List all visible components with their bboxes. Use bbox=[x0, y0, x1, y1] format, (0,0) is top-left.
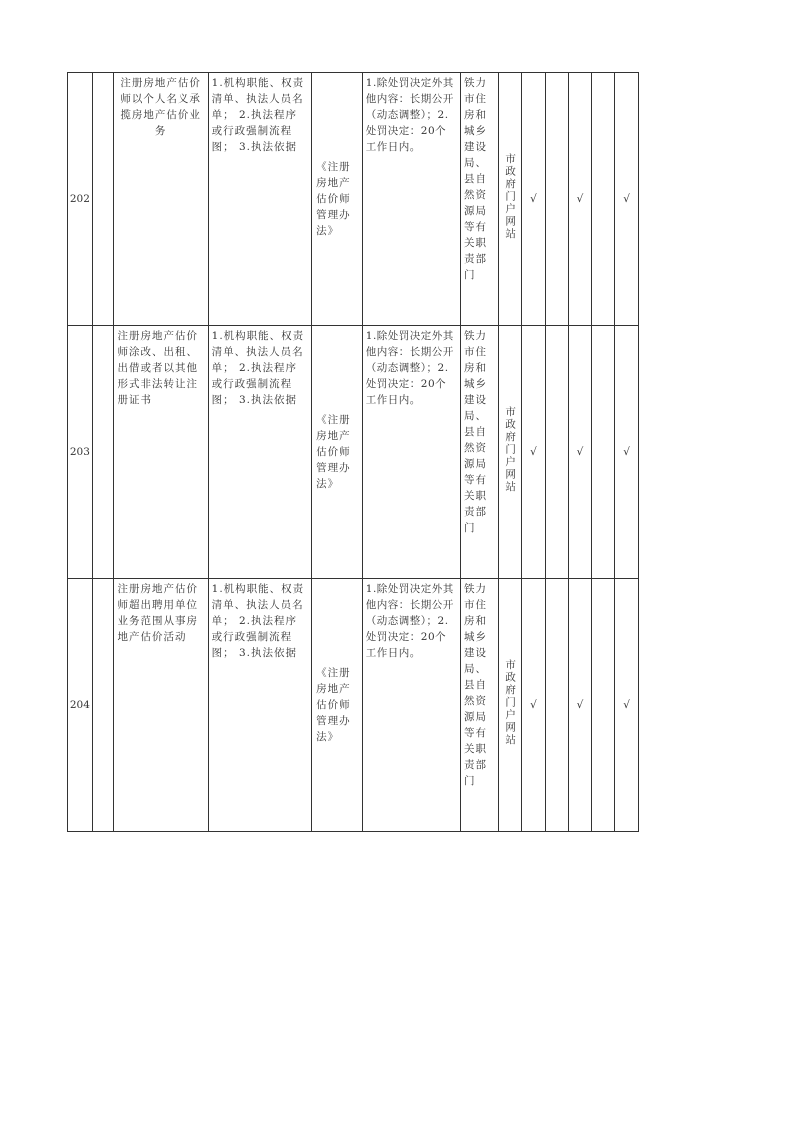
check-cell: √ bbox=[568, 73, 592, 326]
check-cell: √ bbox=[568, 579, 592, 832]
disclosure-table bbox=[67, 72, 639, 832]
disclosure-channel-text: 市政府门户网站 bbox=[504, 658, 517, 747]
spacer-cell bbox=[92, 579, 113, 832]
spacer-cell bbox=[92, 73, 113, 326]
disclosure-time: 1.除处罚决定外其他内容：长期公开（动态调整）；2.处罚决定：20个工作日内。 bbox=[362, 326, 460, 579]
disclosure-content: 1.机构职能、权责清单、执法人员名单； 2.执法程序或行政强制流程 图； 3.执法依据 bbox=[208, 326, 311, 579]
empty-cell bbox=[592, 73, 615, 326]
check-cell: √ bbox=[615, 73, 639, 326]
item-name: 注册房地产估价师以个人名义承揽房地产估价业务 bbox=[113, 73, 208, 326]
check-cell: √ bbox=[615, 326, 639, 579]
disclosure-basis: 《注册房地产估价师管理办法》 bbox=[312, 73, 363, 326]
disclosure-channel bbox=[499, 73, 522, 326]
disclosure-time: 1.除处罚决定外其他内容：长期公开（动态调整）；2.处罚决定：20个工作日内。 bbox=[362, 579, 460, 832]
item-name: 注册房地产估价师超出聘用单位业务范围从事房地产估价活动 bbox=[113, 579, 208, 832]
disclosure-channel-text: 市政府门户网站 bbox=[504, 152, 517, 241]
check-cell: √ bbox=[522, 73, 546, 326]
row-number: 202 bbox=[68, 73, 93, 326]
disclosure-subject: 铁力市住房和城乡建设局、县自然资源局等有关职责部门 bbox=[461, 73, 499, 326]
disclosure-content: 1.机构职能、权责清单、执法人员名单； 2.执法程序或行政强制流程 图； 3.执法依据 bbox=[208, 73, 311, 326]
table-row bbox=[68, 73, 639, 326]
disclosure-content: 1.机构职能、权责清单、执法人员名单； 2.执法程序或行政强制流程 图； 3.执法依据 bbox=[208, 579, 311, 832]
check-cell: √ bbox=[615, 579, 639, 832]
empty-cell bbox=[545, 326, 568, 579]
spacer-cell bbox=[92, 326, 113, 579]
disclosure-channel bbox=[499, 326, 522, 579]
disclosure-subject: 铁力市住房和城乡建设局、县自然资源局等有关职责部门 bbox=[461, 326, 499, 579]
empty-cell bbox=[545, 579, 568, 832]
disclosure-basis: 《注册房地产估价师管理办法》 bbox=[312, 326, 363, 579]
empty-cell bbox=[592, 579, 615, 832]
item-name: 注册房地产估价师涂改、出租、出借或者以其他形式非法转让注册证书 bbox=[113, 326, 208, 579]
row-number: 204 bbox=[68, 579, 93, 832]
row-number: 203 bbox=[68, 326, 93, 579]
empty-cell bbox=[545, 73, 568, 326]
check-cell: √ bbox=[522, 579, 546, 832]
check-cell: √ bbox=[568, 326, 592, 579]
empty-cell bbox=[592, 326, 615, 579]
table-row bbox=[68, 326, 639, 579]
disclosure-basis: 《注册房地产估价师管理办法》 bbox=[312, 579, 363, 832]
disclosure-subject: 铁力市住房和城乡建设局、县自然资源局等有关职责部门 bbox=[461, 579, 499, 832]
check-cell: √ bbox=[522, 326, 546, 579]
table-row bbox=[68, 579, 639, 832]
disclosure-channel-text: 市政府门户网站 bbox=[504, 405, 517, 494]
disclosure-time: 1.除处罚决定外其他内容：长期公开（动态调整）；2.处罚决定：20个工作日内。 bbox=[362, 73, 460, 326]
disclosure-channel bbox=[499, 579, 522, 832]
